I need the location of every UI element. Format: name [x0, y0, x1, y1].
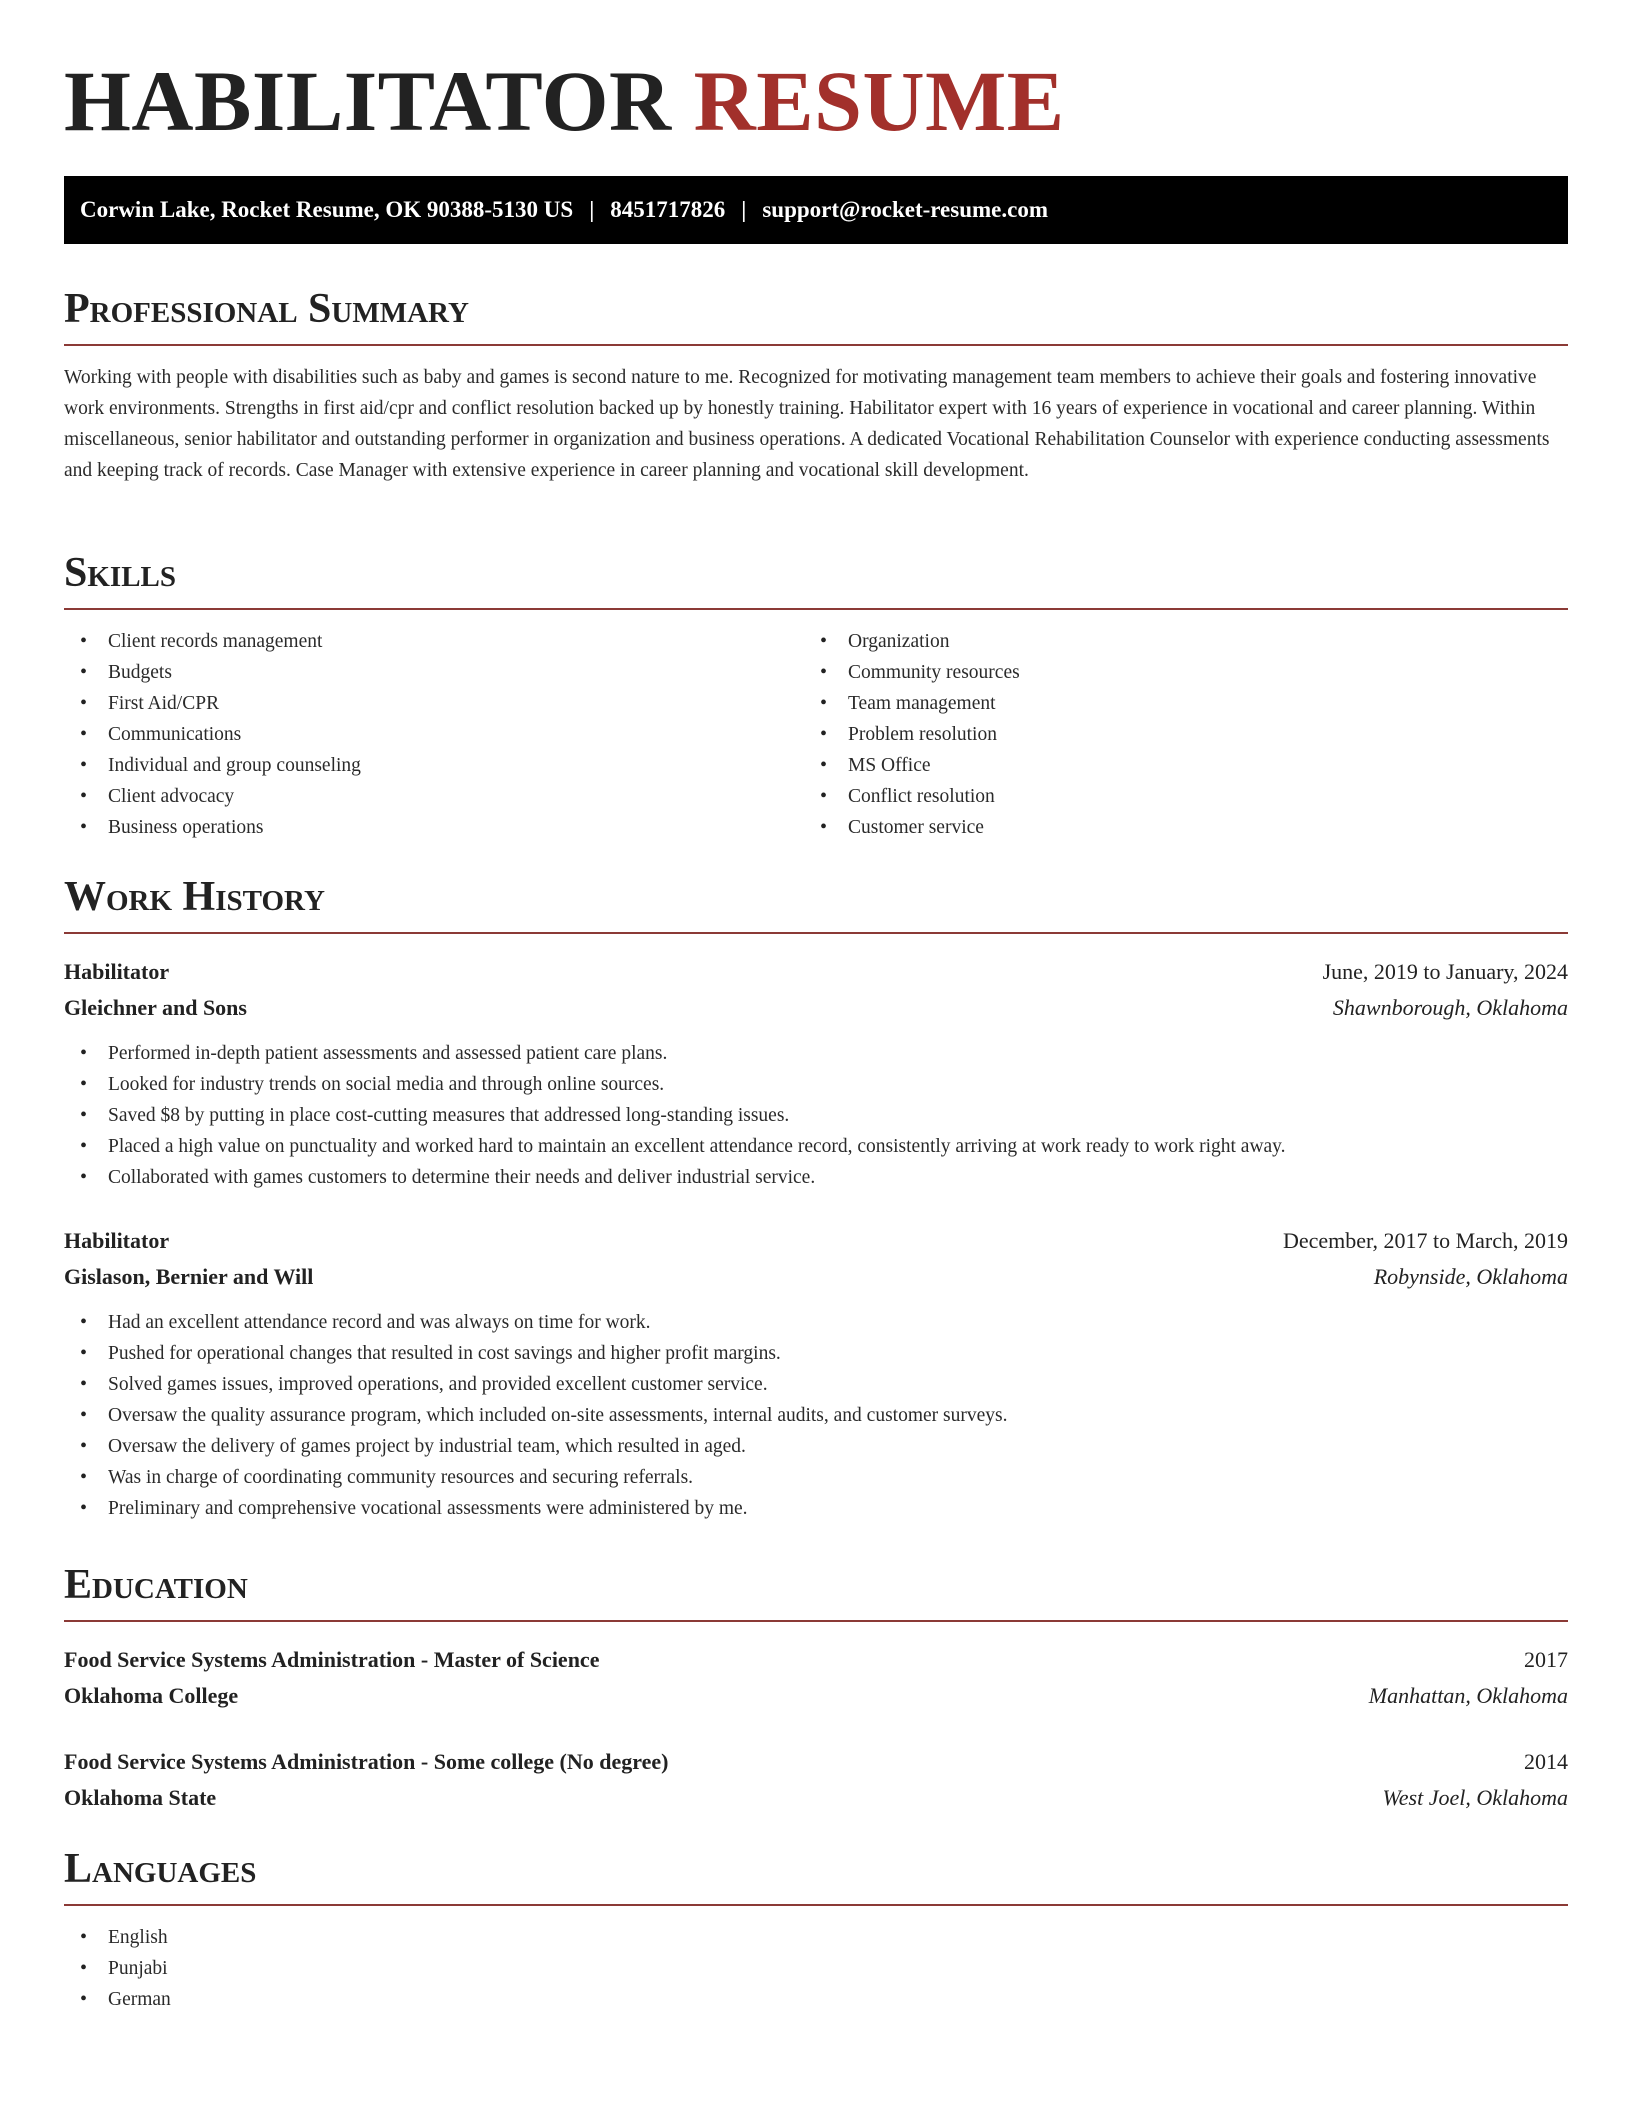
languages-heading: Languages: [64, 1846, 257, 1892]
contact-bar: [64, 176, 1568, 244]
job-entry: [64, 1223, 1568, 1524]
title-accent: RESUME: [693, 53, 1065, 149]
skills-heading: Skills: [64, 550, 177, 596]
skills-list-right: [804, 626, 1544, 843]
education-degree-row: [64, 1744, 1568, 1780]
education-entry: [64, 1642, 1568, 1714]
skill-item: • Business operations: [64, 812, 804, 843]
education-degree: Food Service Systems Administration - Master of Science: [64, 1647, 600, 1672]
job-title: Habilitator: [64, 959, 170, 984]
skill-item: • Communications: [64, 719, 804, 750]
education-school-row: [64, 1780, 1568, 1816]
job-dates: June, 2019 to January, 2024: [1322, 959, 1568, 984]
education-year: 2014: [1524, 1749, 1568, 1774]
job-company: Gislason, Bernier and Will: [64, 1264, 314, 1289]
summary-section: [64, 288, 1568, 486]
section-divider: [64, 932, 1568, 934]
job-dates: December, 2017 to March, 2019: [1282, 1228, 1568, 1253]
skill-item: • Community resources: [804, 657, 1544, 688]
language-item: • English: [64, 1922, 1568, 1953]
skill-item: • Customer service: [804, 812, 1544, 843]
job-bullets: [64, 1038, 1568, 1193]
title-main: HABILITATOR: [64, 53, 672, 149]
job-location: Robynside, Oklahoma: [1373, 1264, 1568, 1289]
skill-item: • Budgets: [64, 657, 804, 688]
work-history-heading: Work History: [64, 874, 325, 920]
skill-item: • Problem resolution: [804, 719, 1544, 750]
education-school-row: [64, 1678, 1568, 1714]
section-divider: [64, 608, 1568, 610]
resume-title: [64, 53, 1065, 149]
job-company: Gleichner and Sons: [64, 995, 247, 1020]
education-location: Manhattan, Oklahoma: [1368, 1683, 1568, 1708]
section-divider: [64, 1904, 1568, 1906]
skill-item: • First Aid/CPR: [64, 688, 804, 719]
education-school: Oklahoma College: [64, 1683, 239, 1708]
language-item: • Punjabi: [64, 1953, 1568, 1984]
skill-item: • Client advocacy: [64, 781, 804, 812]
job-entry: [64, 954, 1568, 1193]
education-degree-row: [64, 1642, 1568, 1678]
job-location: Shawnborough, Oklahoma: [1332, 995, 1568, 1020]
education-location: West Joel, Oklahoma: [1382, 1785, 1568, 1810]
skill-item: • Organization: [804, 626, 1544, 657]
contact-separator: |: [589, 197, 595, 222]
job-bullet: • Solved games issues, improved operations, and provided excellent customer service.: [64, 1369, 1568, 1400]
contact-phone: 8451717826: [610, 197, 726, 222]
education-school: Oklahoma State: [64, 1785, 217, 1810]
skill-item: • Client records management: [64, 626, 804, 657]
job-bullet: • Looked for industry trends on social media and through online sources.: [64, 1069, 1568, 1100]
contact-address: Corwin Lake, Rocket Resume, OK 90388-5130 US: [80, 197, 574, 222]
skill-item: • Individual and group counseling: [64, 750, 804, 781]
job-title: Habilitator: [64, 1228, 170, 1253]
skill-item: • Conflict resolution: [804, 781, 1544, 812]
education-entry: [64, 1744, 1568, 1816]
job-bullets: [64, 1307, 1568, 1524]
contact-email: support@rocket-resume.com: [762, 197, 1048, 222]
job-bullet: • Preliminary and comprehensive vocational assessments were administered by me.: [64, 1493, 1568, 1524]
skill-item: • MS Office: [804, 750, 1544, 781]
language-item: • German: [64, 1984, 1568, 2015]
job-bullet: • Saved $8 by putting in place cost-cutting measures that addressed long-standing issues.: [64, 1100, 1568, 1131]
summary-text: Working with people with disabilities such as baby and games is second nature to me. Recognized for motivating management team members to achieve their goals and fostering innovative work environments. Strengths in first aid/cpr and conflict resolution backed up by honestly training. Habilitator expert with 16 years of experience in vocational and career planning. Within miscellaneous, senior habilitator and outstanding performer in organization and business operations. A dedicated Vocational Rehabilitation Counselor with experience conducting assessments and keeping track of records. Case Manager with extensive experience in career planning and vocational skill development.: [64, 367, 1550, 481]
job-bullet: • Performed in-depth patient assessments and assessed patient care plans.: [64, 1038, 1568, 1069]
job-company-row: [64, 990, 1568, 1026]
contact-separator: |: [741, 197, 747, 222]
section-divider: [64, 344, 1568, 346]
work-history-section: [64, 876, 1568, 1524]
education-heading: Education: [64, 1562, 248, 1608]
section-divider: [64, 1620, 1568, 1622]
languages-section: [64, 1848, 1568, 2015]
summary-heading: Professional Summary: [64, 286, 469, 332]
job-header-row: [64, 954, 1568, 990]
languages-list: [64, 1922, 1568, 2015]
job-bullet: • Was in charge of coordinating community resources and securing referrals.: [64, 1462, 1568, 1493]
education-degree: Food Service Systems Administration - Some college (No degree): [64, 1749, 669, 1774]
skills-list-left: [64, 626, 804, 843]
skills-section: [64, 552, 1568, 843]
education-year: 2017: [1524, 1647, 1568, 1672]
job-bullet: • Had an excellent attendance record and was always on time for work.: [64, 1307, 1568, 1338]
job-bullet: • Oversaw the quality assurance program, which included on-site assessments, internal audits, and customer surveys.: [64, 1400, 1568, 1431]
skill-item: • Team management: [804, 688, 1544, 719]
skills-grid: [64, 626, 1568, 843]
job-header-row: [64, 1223, 1568, 1259]
job-bullet: • Placed a high value on punctuality and worked hard to maintain an excellent attendance record, consistently arriving at work ready to work right away.: [64, 1131, 1568, 1162]
job-bullet: • Collaborated with games customers to determine their needs and deliver industrial service.: [64, 1162, 1568, 1193]
job-company-row: [64, 1259, 1568, 1295]
job-bullet: • Oversaw the delivery of games project by industrial team, which resulted in aged.: [64, 1431, 1568, 1462]
job-bullet: • Pushed for operational changes that resulted in cost savings and higher profit margins.: [64, 1338, 1568, 1369]
education-section: [64, 1564, 1568, 1816]
